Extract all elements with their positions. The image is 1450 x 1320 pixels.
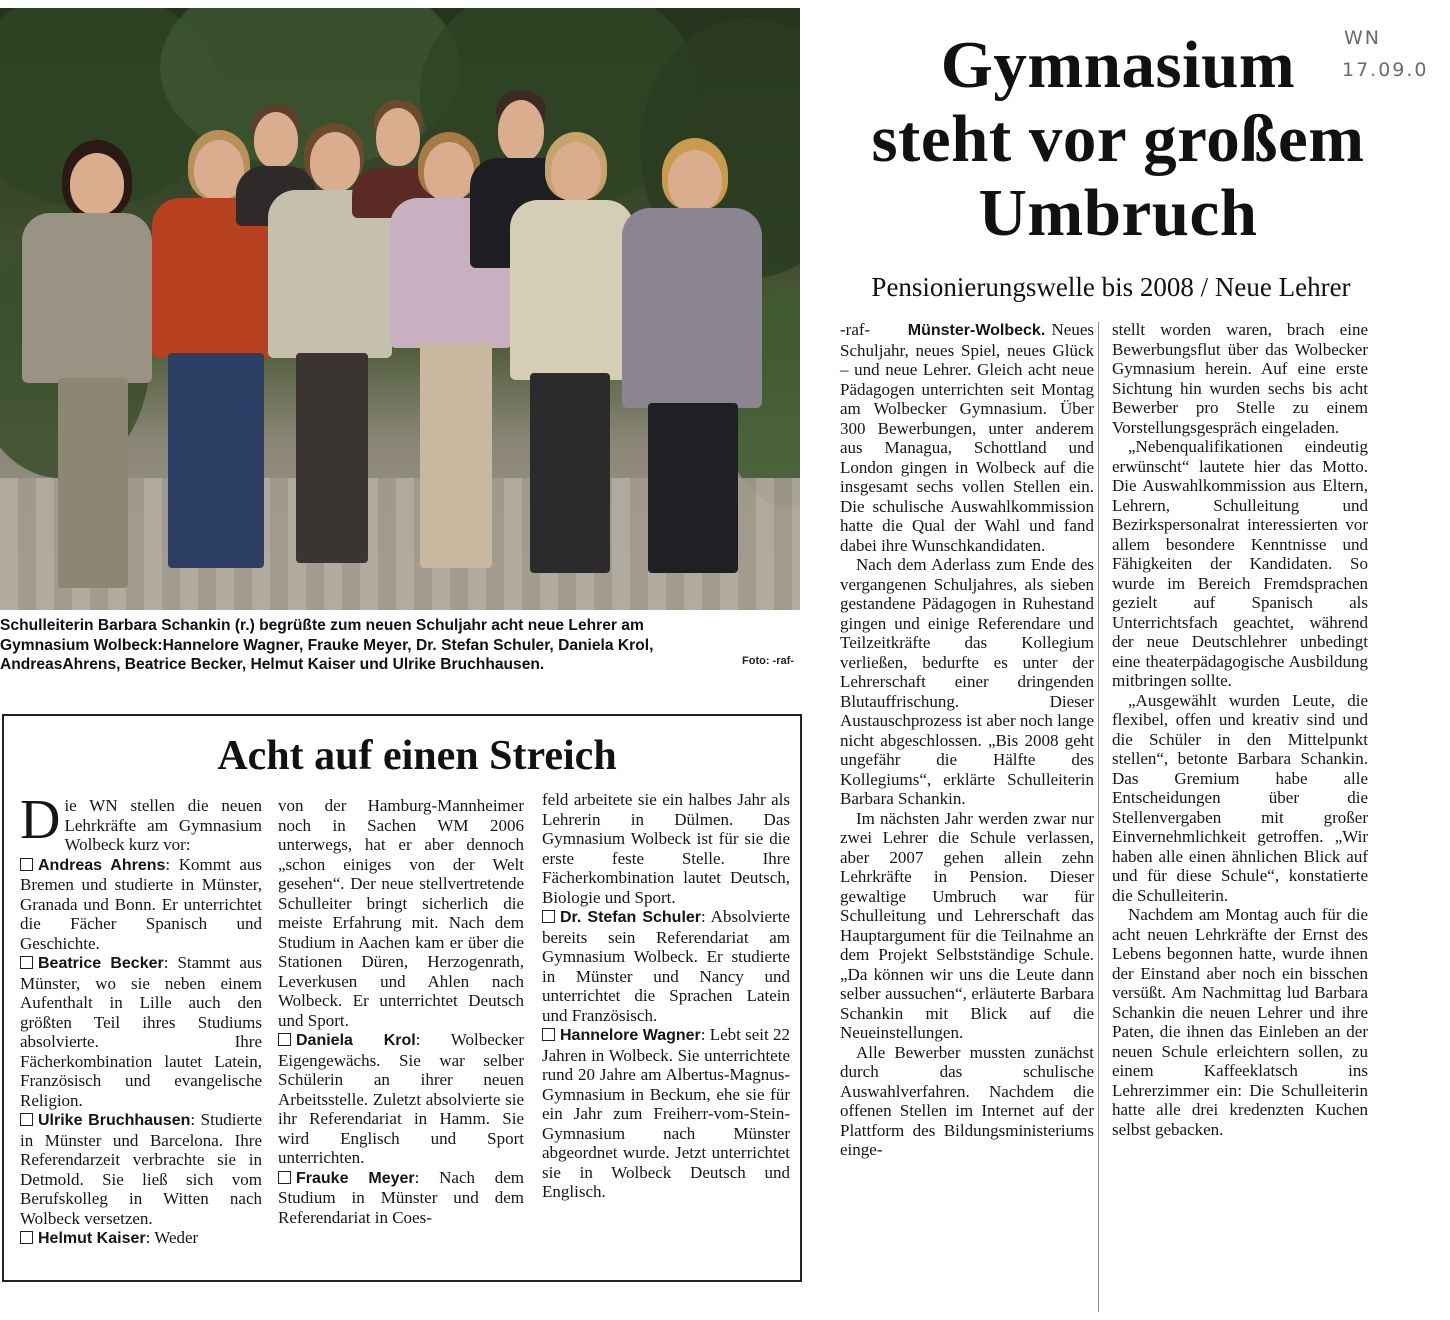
teacher-text-continued: von der Hamburg-Mannheimer noch in Sachen WM 2006 unterwegs, hat er aber dennoch „schon einiges von der Welt gesehen“. Der neue stellvertretende Schulleiter bringt sicherlich die meiste Erfahrung mit. Nach dem Studium in Aachen kam er über die Stationen Düren, Herzogenrath, Leverkusen und Ahlen nach Wolbeck. Er unterrichtet Deutsch und Sport. [278, 796, 524, 1030]
teacher-text: : Nach dem Studium in Münster und dem Referendariat in Coes- [278, 1167, 524, 1227]
checkbox-icon [20, 956, 33, 969]
checkbox-icon [20, 1231, 33, 1244]
teacher-text: : Kommt aus Bremen und studierte in Münster, Granada und Bonn. Er unterrichtet die Fächer Spanisch und Geschichte. [20, 854, 262, 953]
article-subheadline: Pensionierungswelle bis 2008 / Neue Lehrer [871, 272, 1351, 302]
teacher-text: : Lebt seit 22 Jahren in Wolbeck. Sie unterrichtete rund 20 Jahre am Albertus-Magnus-Gymnasium in Beckum, ehe sie für ein Jahr zum Freiherr-vom-Stein-Gymnasium nach Münster abgeordnet wurde. Jetzt unterrichtet sie in Wolbeck Deutsch und Englisch. [542, 1025, 790, 1201]
box-column-1 [20, 789, 262, 1249]
teacher-entry [20, 855, 262, 954]
checkbox-icon [542, 1028, 555, 1041]
teacher-entry [542, 907, 790, 1025]
teacher-text: : Wolbecker Eigengewächs. Sie war selber Schülerin an ihrer neuen Arbeitsstelle. Zuletzt absolvierte sie ihr Referendariat in Hamm. Sie wird Englisch und Sport unterrichten. [278, 1030, 525, 1167]
handwritten-note-line-2: 17.09.0 [1342, 59, 1429, 81]
caption-line-3: AndreasAhrens, Beatrice Becker, Helmut Kaiser und Ulrike Bruchhausen. [0, 656, 545, 674]
checkbox-icon [542, 910, 555, 923]
article-para-2: Nach dem Aderlass zum Ende des vergangenen Schuljahres, als sieben gestandene Pädagogen in Ruhestand gingen und einige Referendare und Teilzeitkräfte das Kollegium verließen, bedurfte es unter der Lehrerschaft einer dringenden Blutauffrischung. Dieser Austauschprozess ist aber noch lange nicht abgeschlossen. „Bis 2008 geht ungefähr die Hälfte des Kollegiums“, erklärte Schulleiterin Barbara Schankin. [840, 555, 1094, 808]
handwritten-note-line-1: WN [1344, 27, 1381, 49]
box-intro: ie WN stellen die neuen Lehrkräfte am Gymnasium Wolbeck kurz vor: [64, 796, 262, 854]
checkbox-icon [20, 1113, 33, 1126]
article-para-5: stellt worden waren, brach eine Bewerbungsflut über das Wolbecker Gymnasium herein. Auf eine erste Sichtung hin wurden sechs bis acht Bewerber pro Stelle zu einem Vorstellungsgespräch eingeladen. [1112, 320, 1368, 437]
dateline: Münster-Wolbeck. [907, 322, 1046, 339]
teacher-text: : Studierte in Münster und Barcelona. Ihre Referendarzeit verbrachte sie in Detmold. Sie ließ sich vom Berufskolleg in Witten nach Wolbeck versetzen. [20, 1110, 262, 1228]
caption-line-2: Gymnasium Wolbeck:Hannelore Wagner, Frauke Meyer, Dr. Stefan Schuler, Daniela Krol, [0, 636, 654, 654]
teacher-entry [278, 1030, 524, 1168]
teacher-entry [20, 1228, 262, 1249]
box-column-3 [542, 790, 790, 1202]
checkbox-icon [278, 1033, 291, 1046]
teacher-name: Helmut Kaiser [38, 1230, 146, 1247]
teacher-name: Hannelore Wagner [560, 1027, 701, 1044]
article-para-1: Neues Schuljahr, neues Spiel, neues Glück – und neue Lehrer. Gleich acht neue Pädagogen unterrichten seit Montag am Wolbecker Gymnasium. Über 300 Bewerbungen, unter anderem aus Managua, Schottland und London gingen in Wolbeck auf die insgesamt sechs vollen Stellen ein. Die schulische Auswahlkommission hatte die Qual der Wahl und fand dabei ihre Wunschkandidaten. [840, 320, 1095, 555]
teacher-text: : Weder [145, 1228, 199, 1247]
headline-line-3: Umbruch [978, 176, 1258, 250]
article-para-4: Alle Bewerber mussten zunächst durch das schulische Auswahlverfahren. Nachdem die offenen Stellen im Internet auf der Plattform des Bildungsministeriums einge- [840, 1042, 1094, 1159]
teacher-entry [20, 953, 262, 1110]
photo-caption [0, 616, 810, 675]
teacher-text: : Stammt aus Münster, wo sie neben einem Aufenthalt in Lille auch den größten Teil ihres Studiums absolvierte. Ihre Fächerkombination lautet Latein, Französisch und evangelische Religion. [20, 953, 262, 1110]
caption-line-1: Schulleiterin Barbara Schankin (r.) begrüßte zum neuen Schuljahr acht neue Lehrer am [0, 617, 644, 634]
teacher-name: Beatrice Becker [38, 955, 164, 972]
article-para-7: „Ausgewählt wurden Leute, die flexibel, offen und kreativ sind und die Schüler in den Mittelpunkt stellen“, betonte Barbara Schankin. Das Gremium habe alle Entscheidungen über die Stellenvergaben mit großer Einvernehmlichkeit getroffen. „Wir haben alle einen ähnlichen Blick auf und für diese Schule“, konstatierte die Schulleiterin. [1112, 690, 1368, 905]
teacher-name: Andreas Ahrens [38, 856, 166, 874]
teacher-name: Dr. Stefan Schuler [560, 909, 702, 926]
checkbox-icon [20, 858, 33, 871]
article-column-1 [840, 320, 1094, 1160]
article-column-2 [1112, 320, 1368, 1139]
teacher-name: Daniela Krol [296, 1032, 416, 1049]
article-para-6: „Nebenqualifikationen eindeutig erwünscht“ lautete hier das Motto. Die Auswahlkommission aus Eltern, Lehrern, Schulleitung und Bezirkspersonalrat interessierten vor allem besondere Kenntnisse und Fähigkeiten der Kandidaten. So wurde im Bereich Fremdsprachen gezielt auf Spanisch als Unterrichtsfach geachtet, während der neue Deutschlehrer unbedingt eine theaterpädagogische Ausbildung mitbringen sollte. [1112, 437, 1368, 690]
column-divider [1098, 322, 1099, 1312]
article-para-3: Im nächsten Jahr werden zwar nur zwei Lehrer die Schule verlassen, aber 2007 gehen allein zehn Lehrkräfte in Pension. Dieser gewaltige Umbruch war für Schulleitung und Lehrerschaft das Hauptargument für die Teilnahme an dem Projekt Selbstständige Schule. „Da können wir uns die Leute dann selber aussuchen“, erläuterte Barbara Schankin mit Blick auf die Neueinstellungen. [840, 808, 1094, 1042]
headline-line-1: Gymnasium [940, 28, 1296, 102]
article-para-8: Nachdem am Montag auch für die acht neuen Lehrkräfte der Ernst des Lebens begonnen hatte, wurde ihnen der Einstand aber noch ein bisschen versüßt. Am Nachmittag lud Barbara Schankin die neuen Lehrer und ihre Paten, die ihnen das Einleben an der neuen Schule erleichtern sollen, zu einem Kaffeeklatsch ins Lehrerzimmer ein: Die Schulleiterin hatte alle drei kredenzten Kuchen selbst gebacken. [1112, 905, 1368, 1139]
teacher-text: : Absolvierte bereits sein Referendariat am Gymnasium Wolbeck. Er studierte in Münster und Nancy und unterrichtet die Sprachen Latein und Französisch. [542, 907, 790, 1025]
photo-credit: Foto: -raf- [742, 655, 794, 667]
box-title: Acht auf einen Streich [217, 733, 617, 779]
teacher-text-continued: feld arbeitete sie ein halbes Jahr als Lehrerin in Dülmen. Das Gymnasium Wolbeck ist für sie die erste feste Stelle. Ihre Fächerkombination lautet Deutsch, Biologie und Sport. [542, 790, 790, 907]
group-photo [0, 8, 800, 610]
checkbox-icon [278, 1171, 291, 1184]
byline: -raf- [840, 320, 871, 339]
teacher-name: Frauke Meyer [296, 1169, 415, 1187]
drop-cap: D [20, 789, 61, 851]
teacher-entry [278, 1168, 524, 1228]
article-headline [826, 28, 1410, 250]
teacher-entry [542, 1025, 790, 1202]
teacher-name: Ulrike Bruchhausen [38, 1112, 191, 1129]
headline-line-2: steht vor großem [871, 102, 1365, 176]
box-column-2 [278, 796, 524, 1227]
teacher-entry [20, 1110, 262, 1228]
